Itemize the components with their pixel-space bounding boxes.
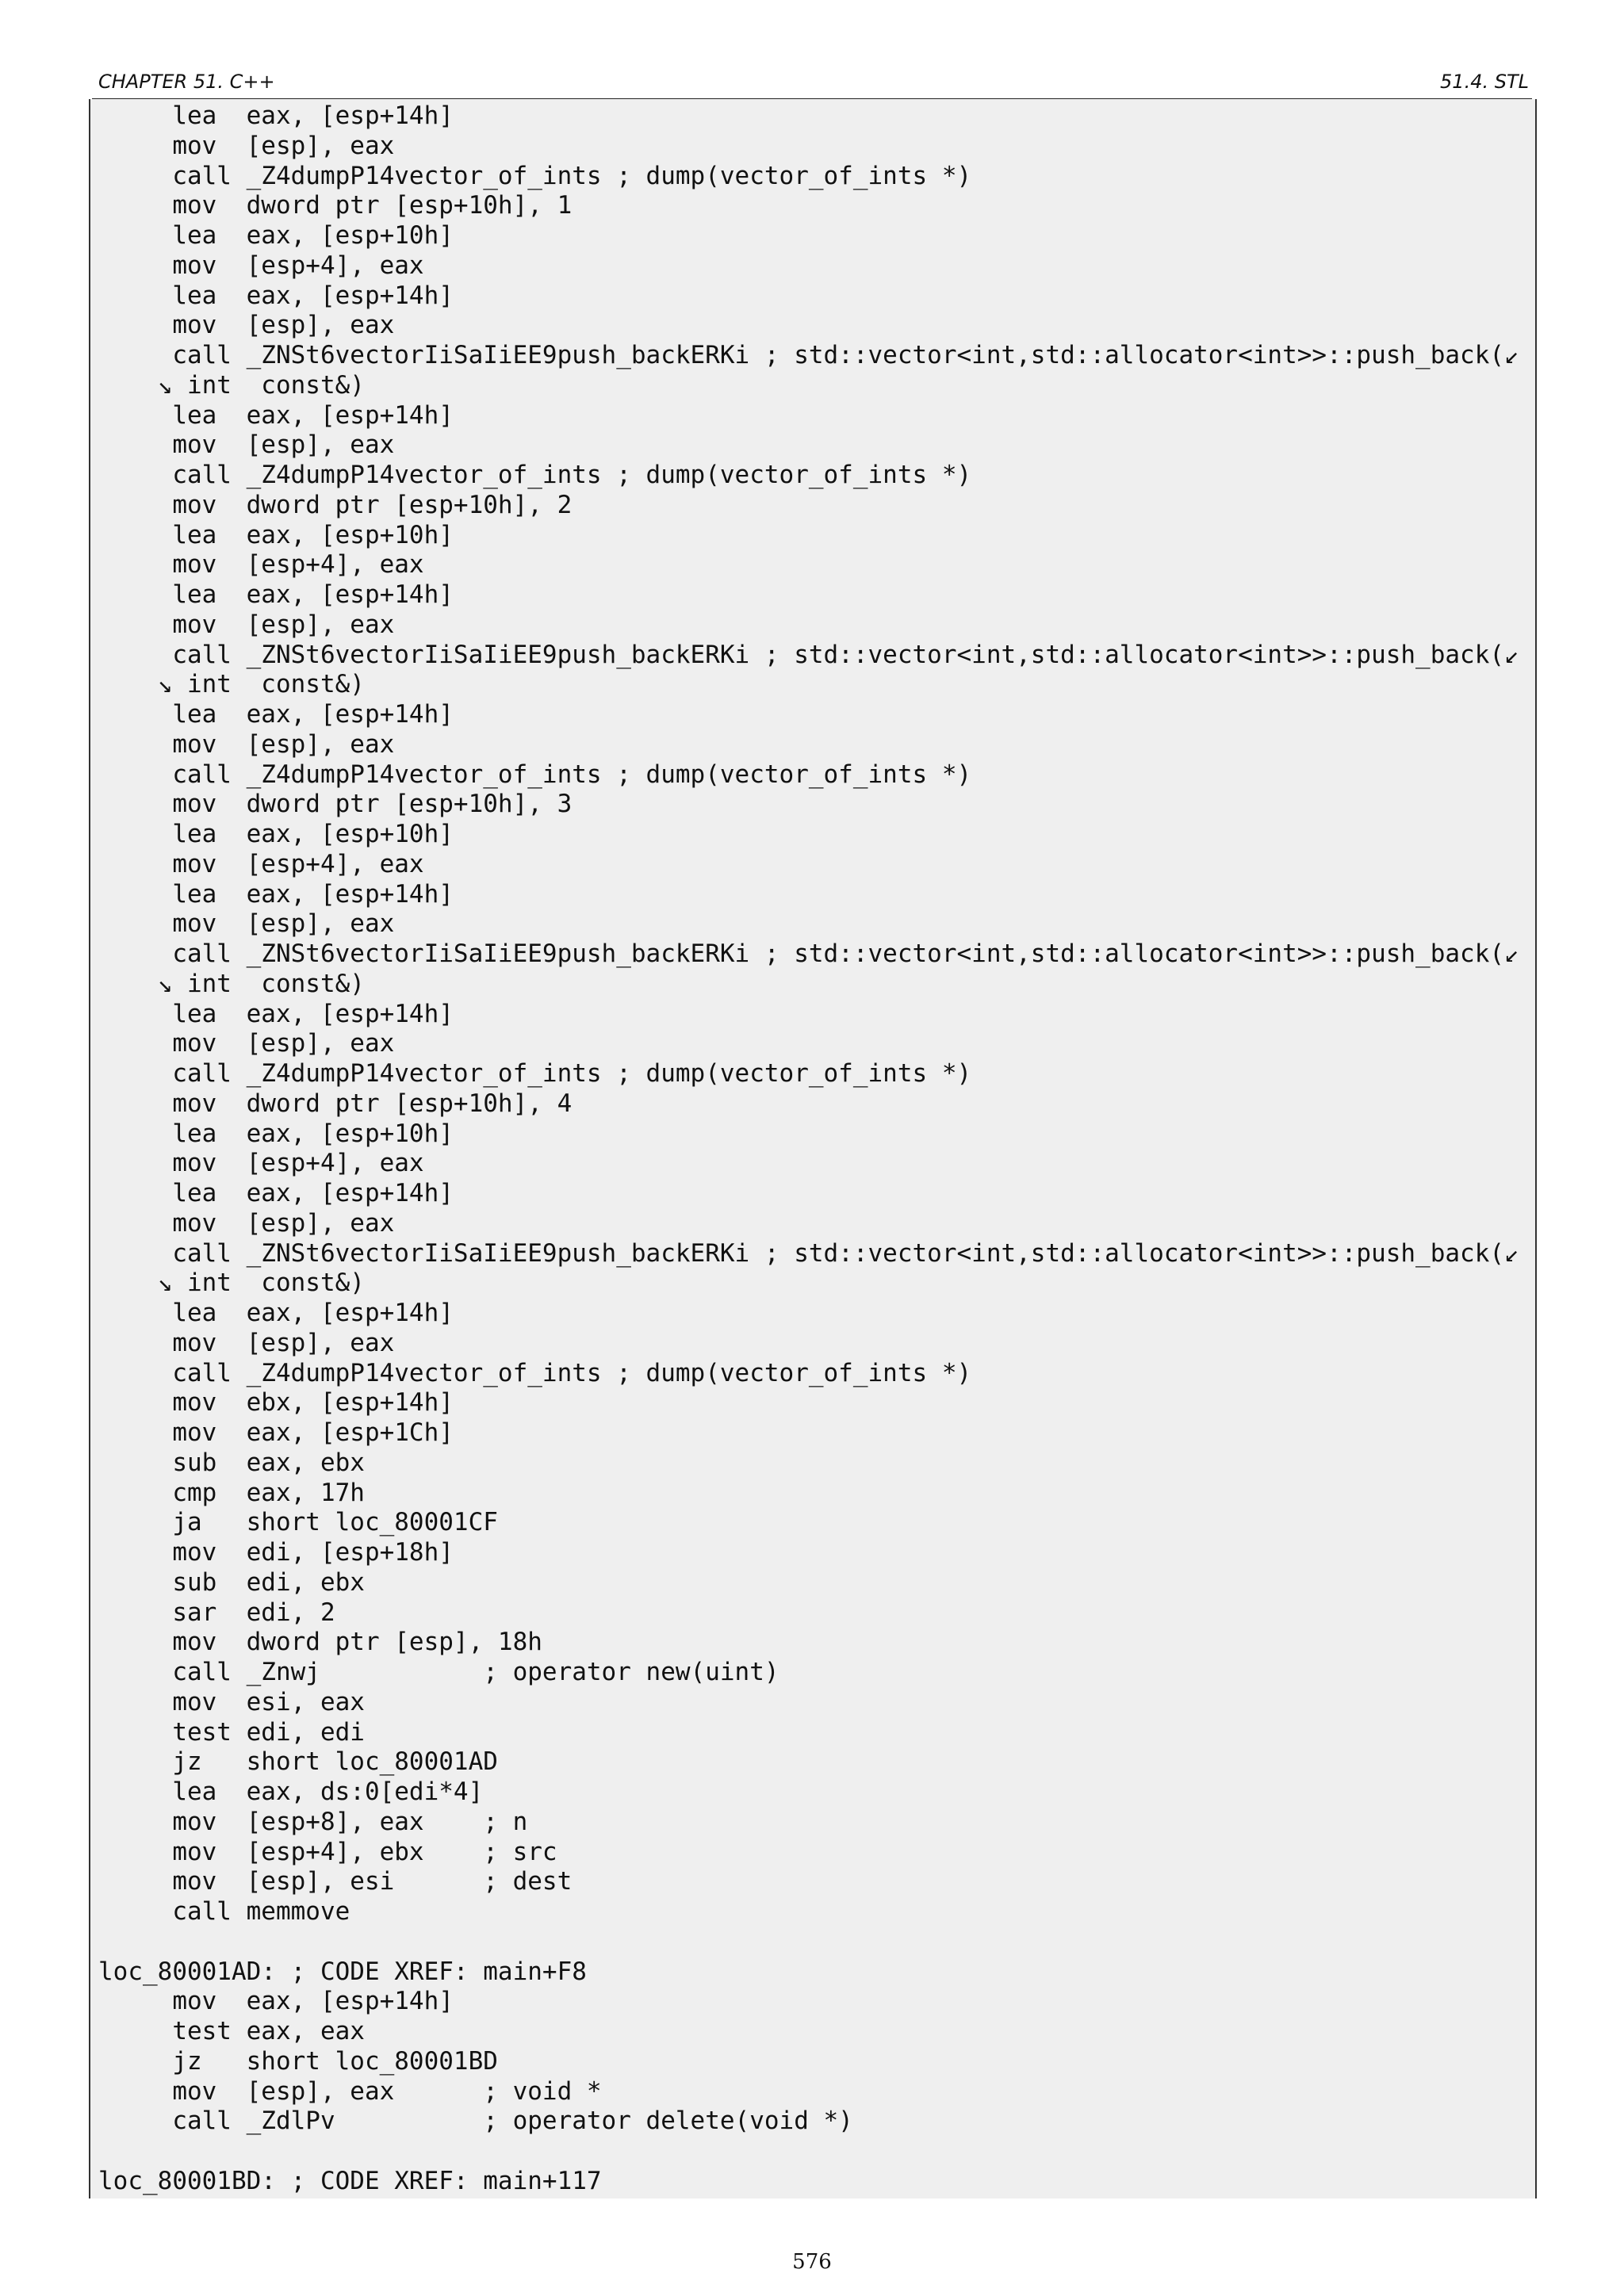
- code-line: jz short loc_80001BD: [98, 2046, 498, 2076]
- code-line: lea eax, [esp+14h]: [98, 101, 454, 130]
- code-line: mov eax, [esp+1Ch]: [98, 1418, 454, 1447]
- code-line: mov [esp+4], eax: [98, 251, 424, 280]
- code-line: jz short loc_80001AD: [98, 1747, 498, 1777]
- code-line: test edi, edi: [98, 1717, 365, 1747]
- code-listing: [98, 101, 1519, 2197]
- code-line: loc_80001BD: ; CODE XREF: main+117: [98, 2166, 602, 2195]
- code-line: mov [esp], eax: [98, 1208, 395, 1238]
- code-line: mov dword ptr [esp+10h], 3: [98, 790, 573, 819]
- code-line: lea eax, [esp+10h]: [98, 221, 454, 250]
- code-line: mov [esp], eax: [98, 311, 395, 340]
- code-line: mov [esp+4], eax: [98, 1149, 424, 1178]
- code-line: mov dword ptr [esp+10h], 2: [98, 490, 573, 519]
- code-line: mov [esp], eax: [98, 909, 395, 939]
- code-line: mov ebx, [esp+14h]: [98, 1388, 454, 1418]
- code-line: lea eax, [esp+14h]: [98, 879, 454, 909]
- code-line: mov [esp], eax: [98, 430, 395, 460]
- code-line: lea eax, ds:0[edi*4]: [98, 1777, 484, 1806]
- code-line: ↘ int const&): [98, 1269, 365, 1298]
- code-line: call _Z4dumpP14vector_of_ints ; dump(vector_of_ints *): [98, 461, 972, 489]
- code-line: mov dword ptr [esp], 18h: [98, 1628, 542, 1657]
- code-line: [98, 1927, 1519, 1957]
- code-line: lea eax, [esp+14h]: [98, 400, 454, 430]
- code-line: call _Znwj ; operator new(uint): [98, 1658, 779, 1686]
- code-line: call _ZNSt6vectorIiSaIiEE9push_backERKi ; std::vector<int,std::allocator<int>>::push_back(↙: [98, 939, 1519, 968]
- code-line: sub edi, ebx: [98, 1567, 365, 1597]
- code-line: lea eax, [esp+14h]: [98, 1299, 454, 1327]
- code-line: call _Z4dumpP14vector_of_ints ; dump(vector_of_ints *): [98, 1059, 972, 1088]
- code-line: call _ZdlPv ; operator delete(void *): [98, 2107, 853, 2136]
- code-line: lea eax, [esp+10h]: [98, 520, 454, 549]
- code-line: mov [esp+4], ebx ; src: [98, 1837, 557, 1866]
- code-line: cmp eax, 17h: [98, 1478, 365, 1507]
- code-line: call _Z4dumpP14vector_of_ints ; dump(vector_of_ints *): [98, 161, 972, 190]
- section-header: 51.4. STL: [1440, 71, 1529, 93]
- code-line: mov [esp+4], eax: [98, 550, 424, 580]
- code-line: lea eax, [esp+14h]: [98, 700, 454, 729]
- code-line: loc_80001AD: ; CODE XREF: main+F8: [98, 1957, 587, 1986]
- code-line: mov [esp], eax: [98, 1328, 395, 1357]
- code-line: mov eax, [esp+14h]: [98, 1987, 454, 2016]
- code-line: mov [esp], eax: [98, 729, 395, 759]
- code-line: mov [esp], eax: [98, 131, 395, 160]
- code-line: mov dword ptr [esp+10h], 4: [98, 1089, 573, 1118]
- code-line: test eax, eax: [98, 2017, 365, 2045]
- code-line: mov [esp], eax ; void *: [98, 2076, 602, 2106]
- code-line: mov dword ptr [esp+10h], 1: [98, 191, 573, 220]
- code-line: ↘ int const&): [98, 670, 365, 699]
- code-line: ↘ int const&): [98, 969, 365, 998]
- code-line: lea eax, [esp+10h]: [98, 820, 454, 848]
- code-line: call _ZNSt6vectorIiSaIiEE9push_backERKi ; std::vector<int,std::allocator<int>>::push_back(↙: [98, 1238, 1519, 1268]
- code-line: lea eax, [esp+14h]: [98, 580, 454, 609]
- page-number: 576: [792, 2250, 832, 2274]
- code-line: mov edi, [esp+18h]: [98, 1538, 454, 1567]
- code-line: mov [esp], eax: [98, 1029, 395, 1058]
- code-line: call _Z4dumpP14vector_of_ints ; dump(vector_of_ints *): [98, 1358, 972, 1387]
- code-line: mov esi, eax: [98, 1687, 365, 1716]
- code-line: ↘ int const&): [98, 370, 365, 400]
- code-line: mov [esp+4], eax: [98, 849, 424, 878]
- code-line: call _ZNSt6vectorIiSaIiEE9push_backERKi ; std::vector<int,std::allocator<int>>::push_back(↙: [98, 341, 1519, 369]
- code-line: lea eax, [esp+14h]: [98, 1179, 454, 1207]
- code-line: call memmove: [98, 1897, 350, 1926]
- code-line: call _Z4dumpP14vector_of_ints ; dump(vector_of_ints *): [98, 760, 972, 789]
- code-line: sar edi, 2: [98, 1598, 335, 1627]
- code-line: lea eax, [esp+14h]: [98, 281, 454, 310]
- code-line: [98, 2137, 1519, 2167]
- code-line: lea eax, [esp+10h]: [98, 1119, 454, 1148]
- code-line: ja short loc_80001CF: [98, 1508, 498, 1537]
- code-line: sub eax, ebx: [98, 1448, 365, 1477]
- code-line: mov [esp+8], eax ; n: [98, 1807, 528, 1836]
- code-line: lea eax, [esp+14h]: [98, 999, 454, 1028]
- code-line: mov [esp], esi ; dest: [98, 1867, 573, 1896]
- chapter-header: CHAPTER 51. C++: [98, 71, 275, 93]
- code-line: call _ZNSt6vectorIiSaIiEE9push_backERKi ; std::vector<int,std::allocator<int>>::push_back(↙: [98, 640, 1519, 669]
- code-line: mov [esp], eax: [98, 610, 395, 639]
